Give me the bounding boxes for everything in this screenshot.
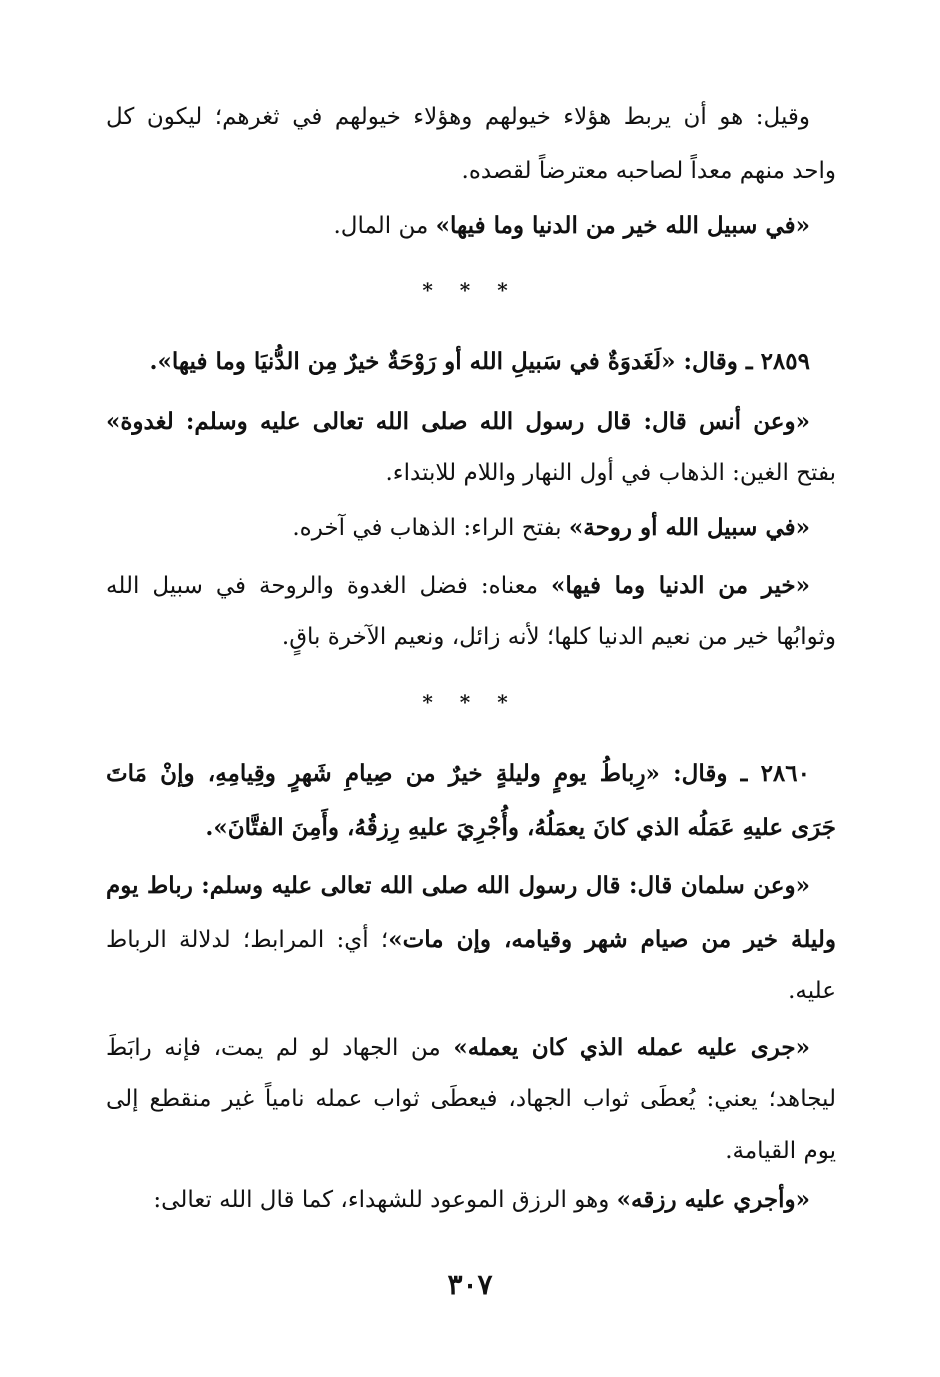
text-line: [106, 574, 810, 598]
hadith-quote: «جرى عليه عمله الذي كان يعمله»: [453, 1034, 810, 1061]
commentary-text: من المال.: [333, 213, 436, 239]
commentary-text: وثوابُها خير من نعيم الدنيا كلها؛ لأنه زائل، ونعيم الآخرة باقٍ.: [281, 624, 836, 650]
text-line: [106, 816, 836, 840]
text-line: [106, 980, 836, 1003]
text-line: [106, 214, 810, 238]
text-line: [106, 1036, 810, 1060]
commentary-text: بفتح الراء: الذهاب في آخره.: [292, 515, 569, 541]
hadith-quote: «وعن أنس قال: قال رسول الله صلى الله تعالى عليه وسلم: لغدوة»: [106, 408, 810, 435]
section-separator: * * *: [422, 278, 518, 302]
text-line: [106, 762, 810, 786]
hadith-quote: «في سبيل الله خير من الدنيا وما فيها»: [435, 212, 810, 239]
text-line: [106, 626, 836, 649]
hadith-quote: جَرَى عليهِ عَمَلُه الذي كانَ يعمَلُهُ، وأُجْرِيَ عليهِ رِزقُهُ، وأَمِنَ الفتَّانَ».: [205, 814, 836, 841]
text-line: [106, 106, 810, 129]
commentary-text: ؛ أي: المرابط؛ لدلالة الرباط: [106, 927, 389, 953]
text-line: [106, 928, 836, 952]
commentary-text: بفتح الغين: الذهاب في أول النهار واللام للابتداء.: [385, 460, 836, 486]
hadith-quote: ٢٨٥٩ ـ وقال: «لَغَدوَةٌ في سَبيلِ الله أو رَوْحَةٌ خيرٌ مِن الدُّنيَا وما فيها».: [149, 348, 810, 375]
hadith-quote: وليلة خير من صيام شهر وقيامه، وإن مات»: [388, 926, 836, 953]
commentary-text: وهو الرزق الموعود للشهداء، كما قال الله تعالى:: [153, 1187, 617, 1213]
hadith-quote: ٢٨٦٠ ـ وقال: «رِباطُ يومٍ وليلةٍ خيرٌ من صِيامِ شَهرٍ وقِيامِهِ، وإنْ مَاتَ: [106, 760, 810, 787]
text-line: [106, 462, 836, 485]
hadith-quote: «وأجري عليه رزقه»: [616, 1186, 810, 1213]
hadith-quote: «وعن سلمان قال: قال رسول الله صلى الله تعالى عليه وسلم: رباط يوم: [106, 872, 810, 899]
text-line: [106, 1140, 836, 1163]
text-line: [106, 350, 810, 374]
hadith-quote: «في سبيل الله أو روحة»: [568, 514, 810, 541]
commentary-text: وقيل: هو أن يربط هؤلاء خيولهم وهؤلاء خيولهم في ثغرهم؛ ليكون كل: [106, 104, 810, 130]
text-line: [106, 874, 810, 898]
text-line: [106, 1188, 810, 1212]
commentary-text: عليه.: [788, 978, 836, 1004]
commentary-text: واحد منهم معداً لصاحبه معترضاً لقصده.: [461, 158, 836, 184]
commentary-text: معناه: فضل الغدوة والروحة في سبيل الله: [106, 573, 552, 599]
hadith-quote: «خير من الدنيا وما فيها»: [551, 572, 810, 599]
section-separator: * * *: [422, 690, 518, 714]
commentary-text: يوم القيامة.: [725, 1138, 836, 1164]
text-line: [106, 160, 836, 183]
page-number: ٣٠٧: [447, 1268, 493, 1301]
commentary-text: ليجاهد؛ يعني: يُعطَى ثواب الجهاد، فيعطَى ثواب عمله نامياً غير منقطع إلى: [106, 1086, 836, 1112]
text-line: [106, 516, 810, 540]
text-line: [106, 410, 810, 434]
commentary-text: من الجهاد لو لم يمت، فإنه رابَطَ: [106, 1035, 454, 1061]
text-line: [106, 1088, 836, 1111]
